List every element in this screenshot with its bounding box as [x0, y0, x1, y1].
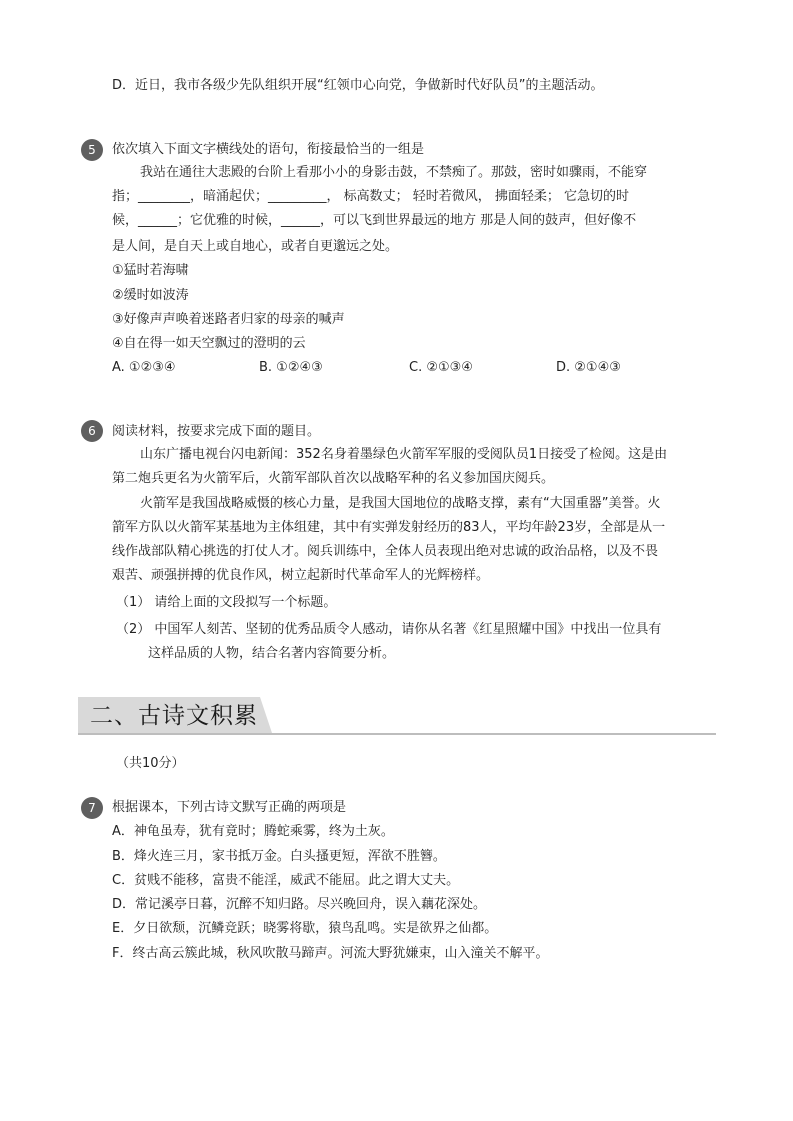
section-divider — [78, 733, 716, 735]
option-d: D．常记溪亭日暮，沉醉不知归路。尽兴晚回舟，误入藕花深处。 — [112, 897, 487, 912]
question-number-badge: 7 — [81, 797, 103, 819]
passage-line: 艰苦、顽强拼搏的优良作风，树立起新时代革命军人的光辉榜样。 — [112, 568, 490, 583]
section-score: （共10分） — [116, 756, 185, 771]
list-item: ②缓时如波涛 — [112, 288, 189, 303]
choice-b: B. ①②④③ — [259, 360, 323, 375]
question-stem: 根据课本，下列古诗文默写正确的两项是 — [112, 800, 347, 815]
option-f: F．终古高云簇此城，秋风吹散马蹄声。河流大野犹嫌束，山入潼关不解平。 — [112, 946, 549, 961]
passage-line: 第二炮兵更名为火箭军后，火箭军部队首次以战略军种的名义参加国庆阅兵。 — [112, 471, 555, 486]
section-title: 二、古诗文积累 — [90, 703, 258, 729]
option-e: E．夕日欲颓，沉鳞竞跃；晓雾将歇，猿鸟乱鸣。实是欲界之仙都。 — [112, 921, 498, 936]
choice-d: D. ②①④③ — [556, 360, 621, 375]
sub-question-2: （2） 中国军人刻苦、坚韧的优秀品质令人感动，请你从名著《红星照耀中国》中找出一位具有 — [116, 622, 662, 637]
passage-line: 箭军方队以火箭军某基地为主体组建，其中有实弹发射经历的83人，平均年龄23岁，全部是从一 — [112, 520, 666, 535]
question-number-badge: 5 — [81, 139, 103, 161]
passage-line: 我站在通往大悲殿的台阶上看那小小的身影击鼓，不禁痴了。那鼓，密时如骤雨，不能穿 — [140, 165, 648, 180]
passage-line: 候，______；它优雅的时候，______，可以飞到世界最远的地方 那是人间的鼓声，但好像不 — [112, 213, 637, 228]
list-item: ③好像声声唤着迷路者归家的母亲的喊声 — [112, 312, 345, 327]
sub-question-2-cont: 这样品质的人物，结合名著内容简要分析。 — [148, 646, 396, 661]
passage-line: 线作战部队精心挑选的打仗人才。阅兵训练中，全体人员表现出绝对忠诚的政治品格，以及不畏 — [112, 544, 659, 559]
question-stem: 依次填入下面文字横线处的语句，衔接最恰当的一组是 — [112, 142, 425, 157]
option-a: A．神龟虽寿，犹有竟时；腾蛇乘雾，终为土灰。 — [112, 824, 394, 839]
option-b: B．烽火连三月，家书抵万金。白头搔更短，浑欲不胜簪。 — [112, 849, 446, 864]
choice-a: A. ①②③④ — [112, 360, 176, 375]
choice-c: C. ②①③④ — [409, 360, 473, 375]
passage-line: 火箭军是我国战略威慑的核心力量，是我国大国地位的战略支撑，素有“大国重器”美誉。火 — [140, 496, 661, 511]
passage-line: 山东广播电视台闪电新闻：352名身着墨绿色火箭军军服的受阅队员1日接受了检阅。这是由 — [140, 447, 668, 462]
passage-line: 指；________，暗涌起伏；_________， 标高数丈； 轻时若微风， 拂面轻柔； 它急切的时 — [112, 189, 630, 204]
list-item: ④自在得一如天空飘过的澄明的云 — [112, 336, 306, 351]
list-item: ①猛时若海啸 — [112, 263, 189, 278]
sub-question-1: （1） 请给上面的文段拟写一个标题。 — [116, 595, 337, 610]
option-c: C．贫贱不能移，富贵不能淫，威武不能屈。此之谓大丈夫。 — [112, 873, 460, 888]
question-number-badge: 6 — [81, 420, 103, 442]
question-stem: 阅读材料，按要求完成下面的题目。 — [112, 424, 321, 439]
passage-line: 是人间，是自天上或自地心，或者自更邈远之处。 — [112, 239, 399, 254]
q4-option-d: D．近日，我市各级少先队组织开展“红领巾心向党，争做新时代好队员”的主题活动。 — [112, 78, 604, 93]
